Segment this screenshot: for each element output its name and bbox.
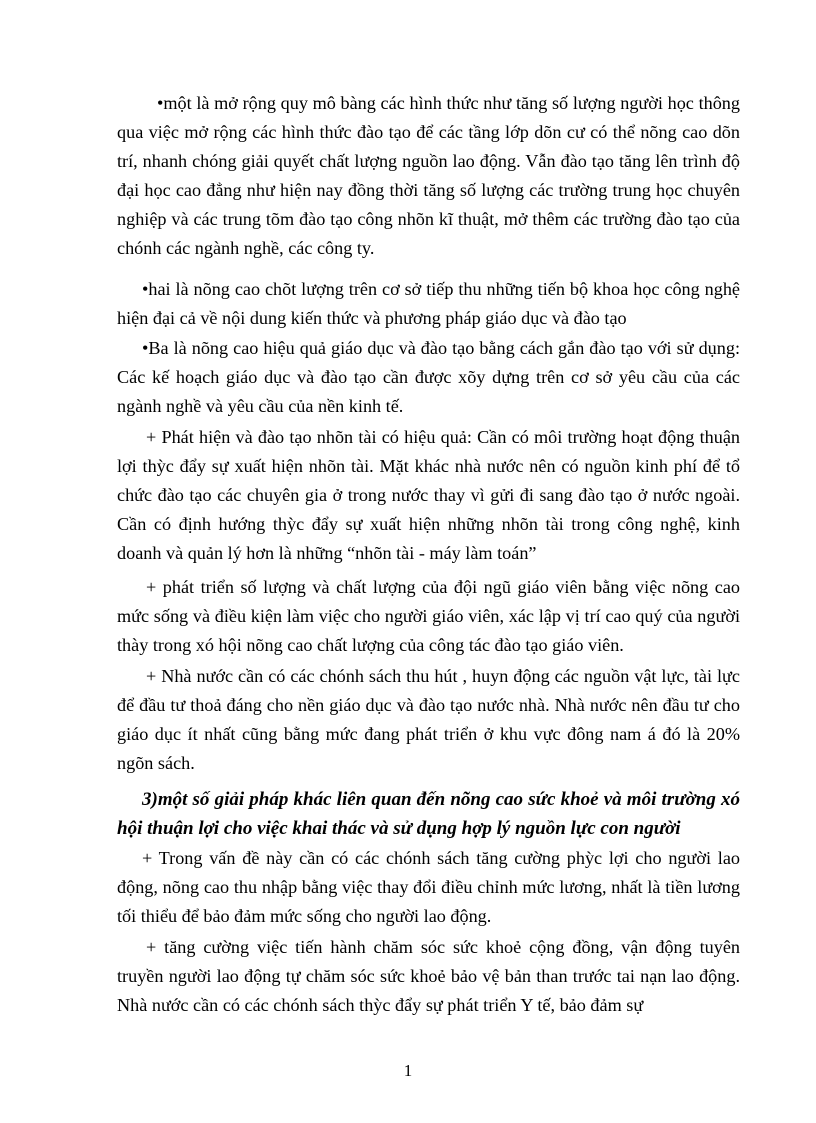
paragraph-talent-discovery: + Phát hiện và đào tạo nhõn tài có hiệu quả: Cần có môi trường hoạt động thuận lợi thỳc đẩy sự xuất hiện nhõn tài. Mặt khác nhà nước nên có nguồn kinh phí để tổ chức đào tạo các chuyên gia ở trong nước thay vì gửi đi sang đào tạo ở nước ngoài. Cần có định hướng thỳc đẩy sự xuất hiện những nhõn tài trong công nghệ, kinh doanh và quản lý hơn là những “nhõn tài - máy làm toán” — [117, 427, 740, 563]
paragraph-expand-scale: •một là mở rộng quy mô bàng các hình thức như tăng số lượng người học thông qua việc mở rộng các hình thức đào tạo để các tầng lớp dõn cư có thể nõng cao dõn trí, nhanh chóng giải quyết chất lượng nguồn lao động. Vẫn đào tạo tăng lên trình độ đại học cao đẳng như hiện nay đồng thời tăng số lượng các trường trung học chuyên nghiệp và các trung tõm đào tạo công nhõn kĩ thuật, mở thêm các trường đào tạo của chónh các ngành nghề, các công ty. — [117, 93, 740, 258]
paragraph-improve-quality: •hai là nõng cao chõt lượng trên cơ sở tiếp thu những tiến bộ khoa học công nghệ hiện đại cả về nội dung kiến thức và phương pháp giáo dục và đào tạo — [117, 279, 740, 328]
page-number: 1 — [403, 1061, 413, 1080]
paragraph-community-health: + tăng cường việc tiến hành chăm sóc sức khoẻ cộng đồng, vận động tuyên truyền người lao động tự chăm sóc sức khoẻ bảo vệ bản than trước tai nạn lao động. Nhà nước cần có các chónh sách thỳc đẩy sự phát triển Y tế, bảo đảm sự — [117, 937, 740, 1015]
paragraph-welfare-policy: + Trong vấn đề này cần có các chónh sách tăng cường phỳc lợi cho người lao động, nõng cao thu nhập bằng việc thay đổi điều chỉnh mức lương, nhất là tiền lương tối thiểu để bảo đảm mức sống cho người lao động. — [117, 848, 740, 926]
paragraph-teacher-staff: + phát triển số lượng và chất lượng của đội ngũ giáo viên bằng việc nõng cao mức sống và điều kiện làm việc cho người giáo viên, xác lập vị trí cao quý của người thày trong xó hội nõng cao chất lượng của công tác đào tạo giáo viên. — [117, 577, 740, 655]
paragraph-training-efficiency: •Ba là nõng cao hiệu quả giáo dục và đào tạo bằng cách gắn đào tạo với sử dụng: Các kế hoạch giáo dục và đào tạo cần được xõy dựng trên cơ sở yêu cầu của các ngành nghề và yêu cầu của nền kinh tế. — [117, 338, 740, 416]
section-heading: 3)một số giải pháp khác liên quan đến nõng cao sức khoẻ và môi trường xó hội thuận lợi cho việc khai thác và sử dụng hợp lý nguồn lực con người — [117, 789, 740, 839]
paragraph-state-investment: + Nhà nước cần có các chónh sách thu hút , huyn động các nguồn vật lực, tài lực để đầu tư thoả đáng cho nền giáo dục và đào tạo nước nhà. Nhà nước nên đầu tư cho giáo dục ít nhất cũng bằng mức đang phát triển ở khu vực đông nam á đó là 20% ngõn sách. — [117, 666, 740, 773]
